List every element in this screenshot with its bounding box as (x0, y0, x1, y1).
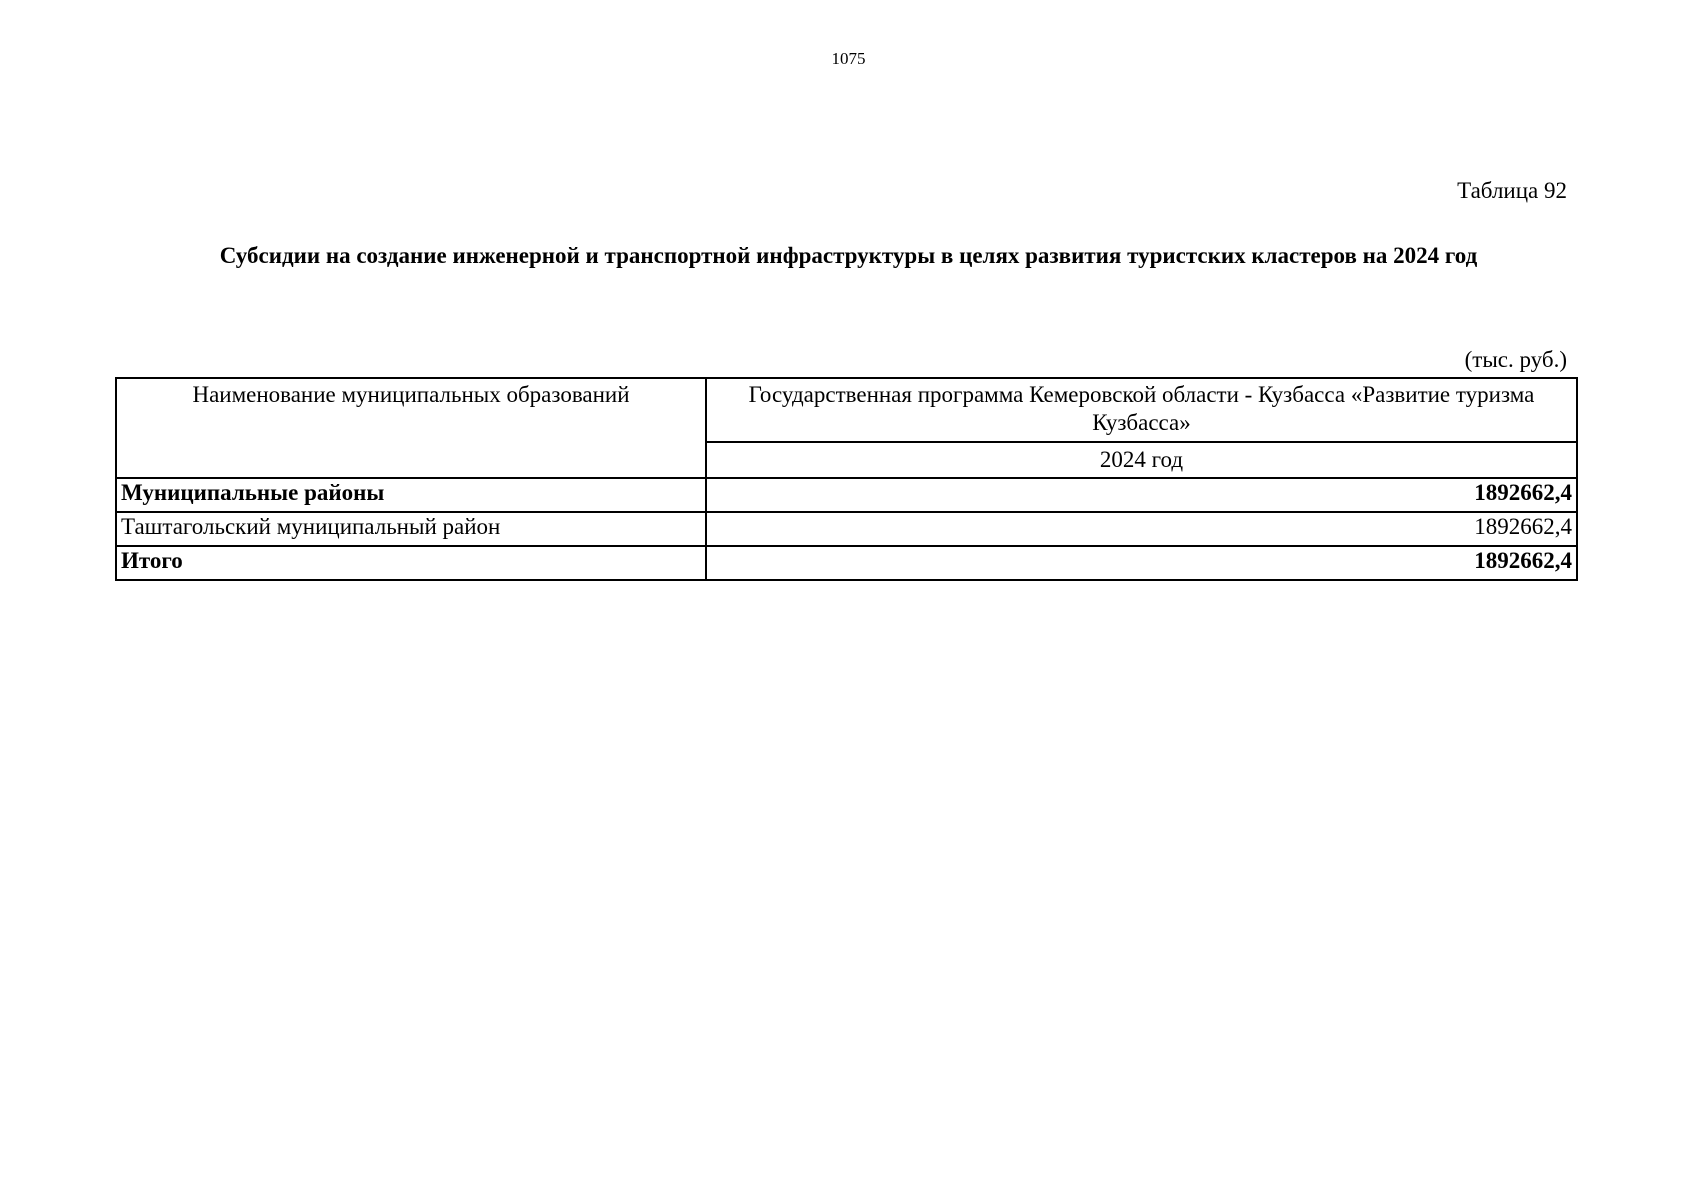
row-value: 1892662,4 (706, 546, 1577, 580)
page-number: 1075 (831, 49, 866, 68)
subsidy-table (115, 377, 1578, 581)
header-program: Государственная программа Кемеровской области - Кузбасса «Развитие туризма Кузбасса» (706, 378, 1577, 442)
header-year: 2024 год (706, 442, 1577, 478)
table-header-row (116, 378, 1577, 442)
units-label: (тыс. руб.) (1464, 347, 1567, 372)
table-row (116, 478, 1577, 512)
row-name: Итого (116, 546, 706, 580)
row-value: 1892662,4 (706, 512, 1577, 546)
row-value: 1892662,4 (706, 478, 1577, 512)
row-name: Таштагольский муниципальный район (116, 512, 706, 546)
document-title: Субсидии на создание инженерной и транспортной инфраструктуры в целях развития туристских кластеров на 2024 год (219, 243, 1478, 268)
header-municipality: Наименование муниципальных образований (116, 378, 706, 478)
table-row (116, 512, 1577, 546)
table-row (116, 546, 1577, 580)
table-number: Таблица 92 (1457, 178, 1567, 203)
row-name: Муниципальные районы (116, 478, 706, 512)
